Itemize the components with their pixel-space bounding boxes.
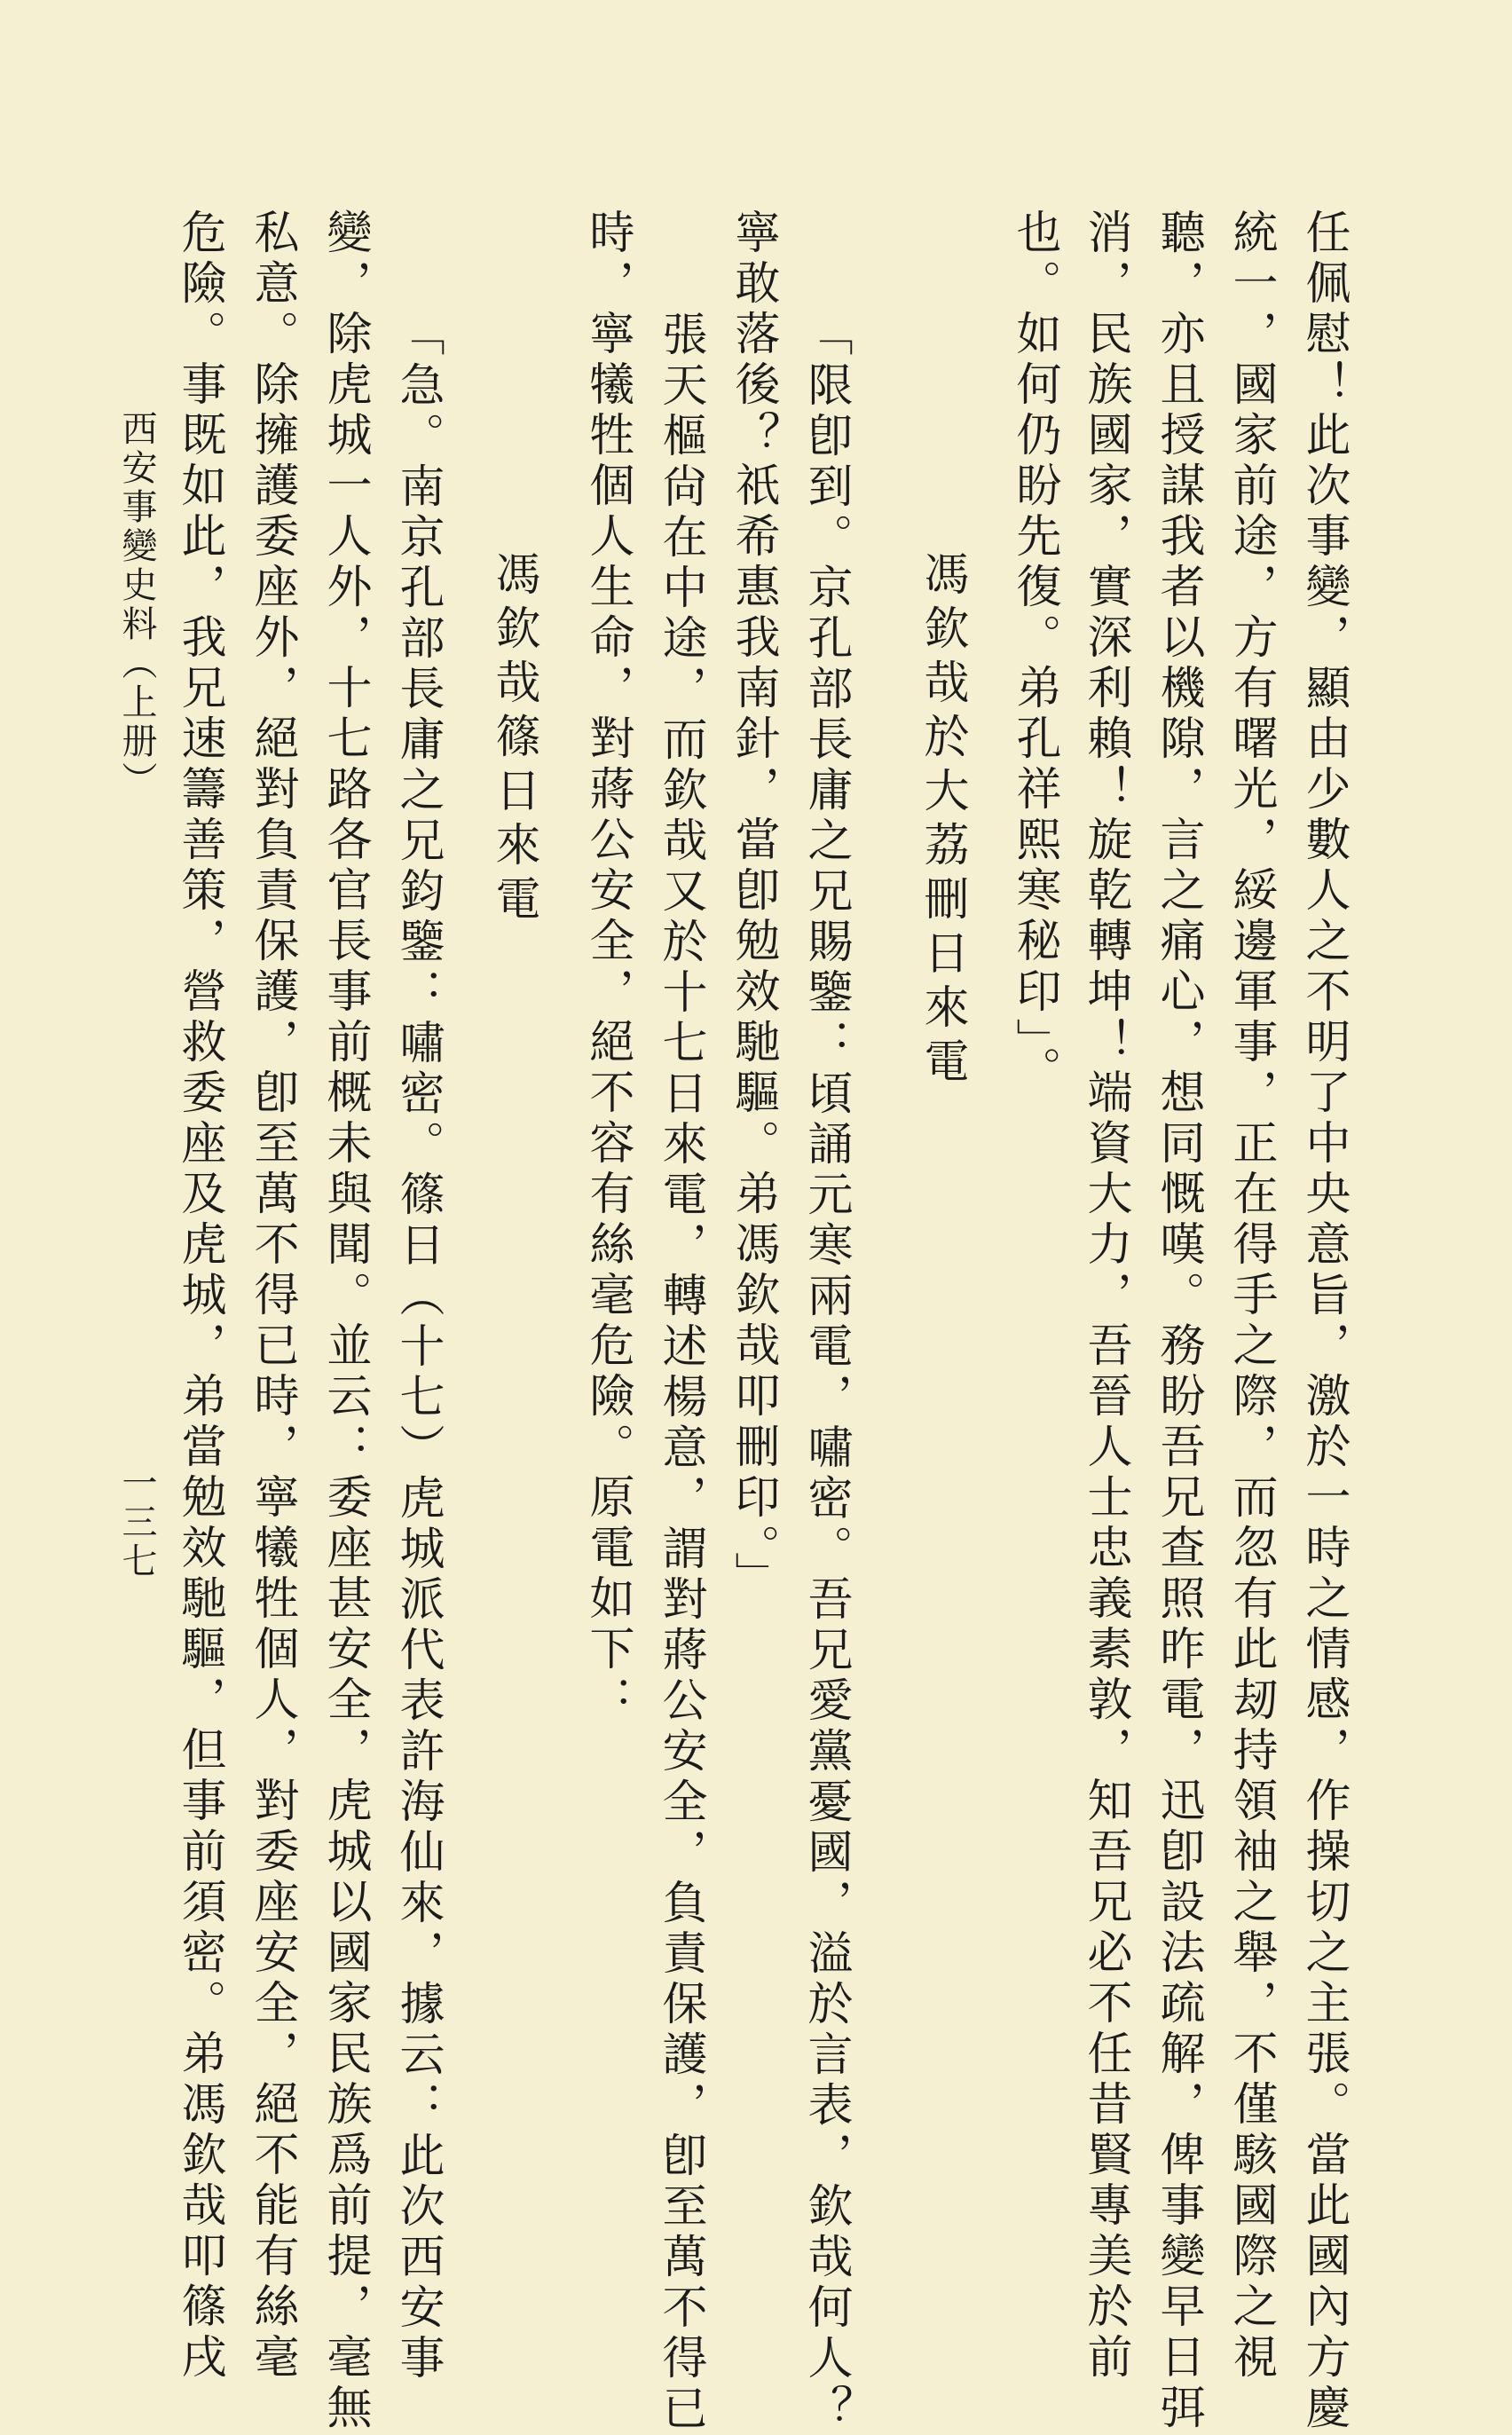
page-number: 一三七	[116, 1464, 157, 1581]
text-column-7: 「限卽到。京孔部長庸之兄賜鑒：頃誦元寒兩電，嘯密。吾兄愛黨憂國，溢於言表，欽哉何人？	[799, 311, 852, 2435]
section-heading-1: 馮欽哉於大荔刪日來電	[916, 550, 968, 1091]
text-column-5: 也。如何仍盼先復。弟孔祥熙寒秘印」。	[1008, 209, 1060, 1097]
text-column-8: 寧敢落後？祇希惠我南針，當卽勉效馳驅。弟馮欽哉叩刪印。」	[727, 209, 779, 1603]
text-column-9: 張天樞尙在中途，而欽哉又於十七日來電，轉述楊意，謂對蔣公安全，負責保護，卽至萬不得已	[654, 311, 706, 2435]
text-column-2: 統一，國家前途，方有曙光，綏邊軍事，正在得手之際，而忽有此刼持領袖之舉，不僅駭國際之視	[1225, 209, 1277, 2384]
text-column-3: 聽，亦且授謀我者以機隙，言之痛心，想同慨嘆。務盼吾兄查照昨電，迅卽設法疏解，俾事變早日弭	[1152, 209, 1204, 2434]
text-column-13: 變，除虎城一人外，十七路各官長事前概未與聞。並云：委座甚安全，虎城以國家民族爲前提，毫無	[319, 209, 371, 2434]
section-heading-2: 馮欽哉篠日來電	[487, 550, 539, 929]
text-column-12: 「急。南京孔部長庸之兄鈞鑒：嘯密。篠日（十七）虎城派代表許海仙來，據云：此次西安事	[391, 311, 444, 2384]
text-column-15: 危險。事既如此，我兄速籌善策，營救委座及虎城，弟當勉效馳驅，但事前須密。弟馮欽哉叩篠戌	[173, 209, 225, 2384]
text-column-10: 時，寧犧牲個人生命，對蔣公安全，絕不容有絲毫危險。原電如下：	[581, 209, 634, 1726]
text-column-14: 私意。除擁護委座外，絕對負責保護，卽至萬不得已時，寧犧牲個人，對委座安全，絕不能有絲毫	[246, 209, 298, 2384]
book-title-footer: 西安事變史料（上册）	[116, 410, 157, 800]
text-column-1: 任佩慰！此次事變，顯由少數人之不明了中央意旨，激於一時之情感，作操切之主張。當此國內方慶	[1297, 209, 1350, 2434]
text-column-4: 消，民族國家，實深利賴！旋乾轉坤！端資大力，吾晉人士忠義素敦，知吾兄必不任昔賢專美於前	[1079, 209, 1131, 2384]
